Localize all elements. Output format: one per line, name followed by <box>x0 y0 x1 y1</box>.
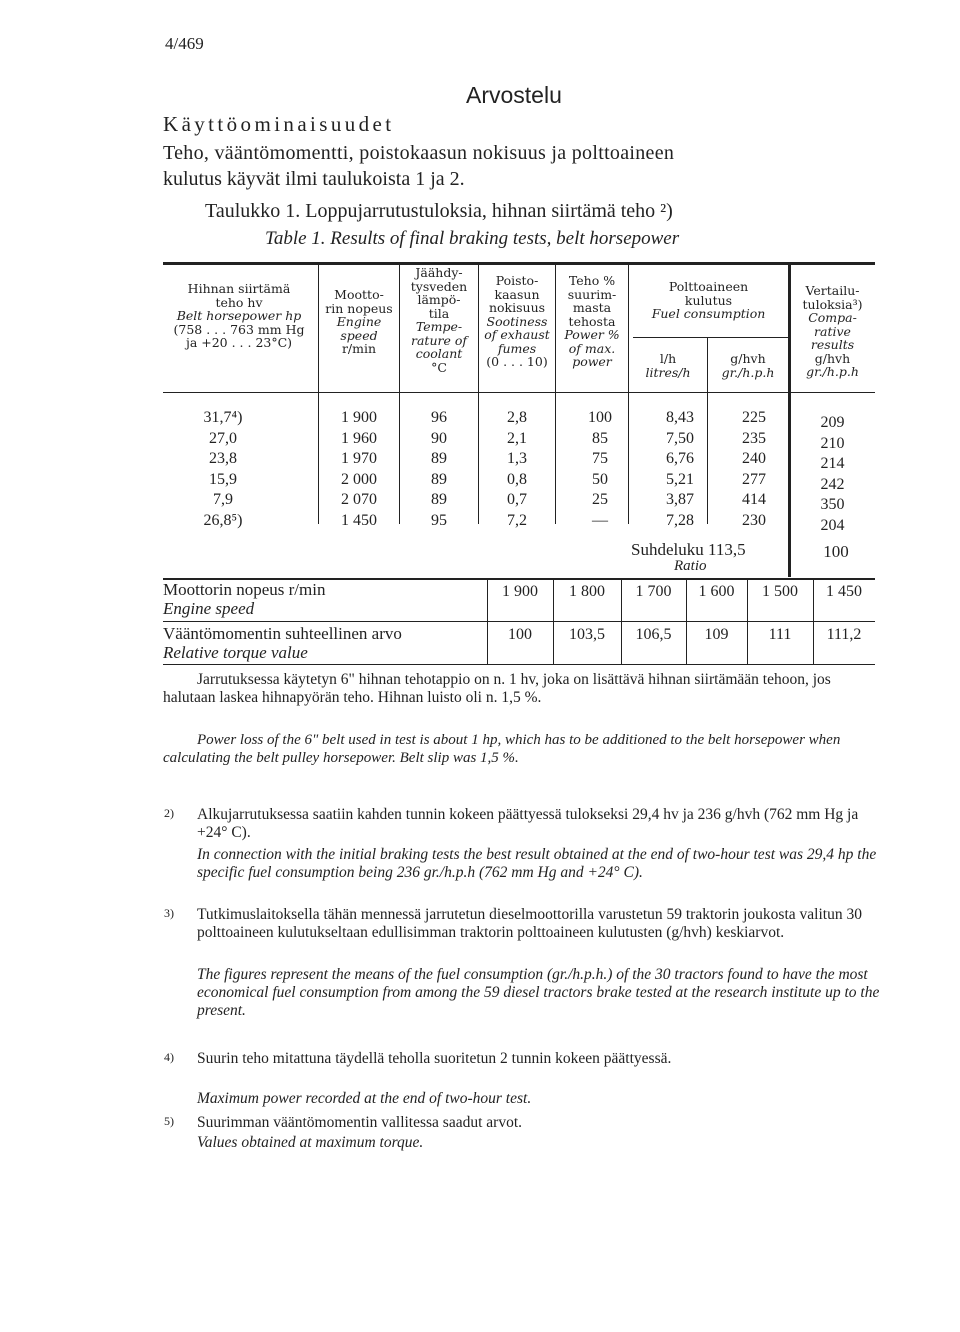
table-cell: 26,8⁵) <box>203 511 243 529</box>
table-cell: 109 <box>704 626 729 643</box>
table-cell: 85 <box>592 429 608 447</box>
column-fuel-specific <box>716 408 792 532</box>
header-text: rin nopeus <box>325 300 393 316</box>
table-cell: 96 <box>431 409 447 426</box>
table-cell: 23,8 <box>209 450 237 468</box>
table-cell: 214 <box>820 455 845 473</box>
row-label-english: Relative torque value <box>163 643 308 662</box>
header-text: Engine <box>336 314 382 329</box>
header-text: °C <box>431 359 447 375</box>
header-text: Hihnan siirtämä <box>187 281 291 296</box>
header-text: litres/h <box>645 364 691 380</box>
table-cell: 7,50 <box>666 429 694 447</box>
table-cell: 106,5 <box>635 626 672 643</box>
table-cell: 414 <box>742 491 766 509</box>
row-label-english: Engine speed <box>163 599 255 618</box>
header-text: suurim- <box>567 286 617 302</box>
table-cell: 27,0 <box>209 429 237 447</box>
header-text: gr./h.p.h <box>721 364 775 380</box>
table-cell: 2,1 <box>507 429 527 447</box>
table-caption-english: Table 1. Results of final braking tests, belt horsepower <box>265 228 680 249</box>
belt-loss-paragraph-english: Power loss of the 6" belt used in test is about 1 hp, which has to be additioned to the belt horsepower when calculating the belt pulley horsepower. Belt slip was 1,5 %. <box>163 732 841 766</box>
header-text: kaasun <box>494 286 540 302</box>
column-power-percent <box>556 408 644 532</box>
header-text: kulutus <box>684 292 733 308</box>
table-header-rule <box>163 392 875 393</box>
table-cell: 277 <box>742 470 766 488</box>
table-cell: 240 <box>742 450 766 468</box>
header-text: Compa- <box>808 310 857 325</box>
header-exhaust-sootiness <box>479 274 555 369</box>
table-cell: 31,7⁴) <box>203 409 243 426</box>
table-cell: 89 <box>431 450 447 468</box>
table-cell: 1 900 <box>341 409 377 426</box>
fuel-subheader-rule <box>633 337 788 338</box>
footnote-text: Alkujarrutuksessa saatiin kahden tunnin kokeen päättyessä tulokseksi 29,4 hv ja 236 g/hvh (762 mm Hg ja +24° C). <box>197 806 859 841</box>
header-text: coolant <box>415 346 463 361</box>
row-label: Moottorin nopeus r/min <box>163 580 326 599</box>
table-cell: 89 <box>431 470 447 488</box>
table-cell: 100 <box>588 409 612 426</box>
table-cell: 75 <box>592 450 608 468</box>
footnote-number: 4) <box>164 1050 174 1064</box>
header-text: Power % <box>564 327 620 342</box>
ratio-value: 100 <box>823 542 849 561</box>
footnote-text-english: Values obtained at maximum torque. <box>197 1134 424 1151</box>
table-cell: 242 <box>820 475 845 493</box>
table-caption: Taulukko 1. Loppujarrutustuloksia, hihnan siirtämä teho ²) <box>205 200 673 222</box>
table-top-rule <box>163 262 875 265</box>
header-text: tila <box>428 305 450 321</box>
header-text: tysveden <box>410 278 468 294</box>
table-cell: 3,87 <box>666 491 694 509</box>
header-text: Vertailu- <box>805 283 860 298</box>
header-text: g/hvh <box>730 351 766 366</box>
table-cell: 1 960 <box>341 429 377 447</box>
table-cell: 5,21 <box>666 470 694 488</box>
header-engine-speed <box>319 288 399 356</box>
table-cell: 6,76 <box>666 450 694 468</box>
table-cell: 1 450 <box>826 583 862 600</box>
table-cell: 7,2 <box>507 511 527 529</box>
table-cell: 1 450 <box>341 511 377 529</box>
column-comparative-results <box>790 413 875 537</box>
table-cell: 210 <box>820 434 845 452</box>
header-text: results <box>810 337 855 352</box>
header-text: tehosta <box>568 313 616 329</box>
header-text: l/h <box>659 351 677 366</box>
table-cell: 7,9 <box>213 491 233 509</box>
intro-line: kulutus käyvät ilmi taulukoista 1 ja 2. <box>163 168 465 190</box>
table-cell: 89 <box>431 491 447 509</box>
header-text: r/min <box>341 341 377 356</box>
table2-mid-rule <box>163 621 875 622</box>
table-cell: 1 600 <box>698 583 735 600</box>
table-cell: 100 <box>508 626 532 643</box>
header-text: of max. <box>568 340 616 356</box>
column-belt-horsepower <box>163 408 283 532</box>
header-power-percent <box>556 274 628 369</box>
header-text: fumes <box>497 340 537 356</box>
section-title: Käyttöominaisuudet <box>163 112 395 136</box>
ratio-label-english: Ratio <box>674 558 707 574</box>
header-text: Poisto- <box>495 273 539 288</box>
column-coolant-temperature <box>400 408 478 532</box>
header-coolant-temperature <box>400 266 478 374</box>
table-cell: 1 700 <box>635 583 672 600</box>
ratio-label: Suhdeluku 113,5 <box>631 540 746 559</box>
table-cell: 1 500 <box>762 583 798 600</box>
footnote-text-english: In connection with the initial braking tests the best result obtained at the end of two-hour test was 29,4 hp the specific fuel consumption being 236 gr./h.p.h (762 mm Hg and +24° C). <box>197 846 877 881</box>
table-cell: 350 <box>820 496 845 514</box>
header-text: Sootiness <box>486 313 548 329</box>
table-cell: 235 <box>742 429 766 447</box>
footnote-number: 2) <box>164 806 174 820</box>
footnote-text: Tutkimuslaitoksella tähän mennessä jarrutetun dieselmoottorilla varustetun 59 traktorin joukosta valitun 30 polttoaineen kulutukseltaan edullisimman traktorin polttoaineen kulutusten (g/hvh) keskiarvot. <box>197 906 862 941</box>
table2-bottom-rule <box>163 664 875 665</box>
header-belt-horsepower <box>163 282 315 350</box>
header-fuel-consumption <box>629 280 788 321</box>
header-text: nokisuus <box>488 300 546 315</box>
table-cell: 25 <box>592 491 608 509</box>
table-cell: — <box>592 511 608 529</box>
table-cell: 111 <box>768 626 792 643</box>
table-cell: 1,3 <box>507 450 527 468</box>
header-text: ja +20 . . . 23°C) <box>185 335 293 350</box>
table-cell: 1 970 <box>341 450 377 468</box>
header-text: power <box>572 354 612 369</box>
header-text: Mootto- <box>334 287 384 302</box>
table-cell: 111,2 <box>826 626 862 643</box>
header-text: lämpö- <box>417 292 461 307</box>
header-text: rature of <box>411 332 467 348</box>
column-fuel-litres <box>640 408 720 532</box>
header-text: g/hvh <box>814 350 851 366</box>
table-cell: 1 900 <box>502 583 538 600</box>
table-cell: 1 800 <box>569 583 605 600</box>
table-cell: 204 <box>820 516 845 534</box>
header-fuel-litres <box>629 352 707 379</box>
footnote-number: 5) <box>164 1114 174 1128</box>
header-text: Jäähdy- <box>415 265 463 280</box>
footnote-text: Suurin teho mitattuna täydellä teholla suoritetun 2 tunnin kokeen päättyessä. <box>197 1050 672 1067</box>
header-text: speed <box>340 327 378 343</box>
table-cell: 209 <box>820 414 845 431</box>
table-cell: 95 <box>431 511 447 529</box>
table-cell: 2,8 <box>507 409 527 426</box>
header-text: masta <box>572 300 612 315</box>
footnote-number: 3) <box>164 906 174 920</box>
page-number: 4/469 <box>165 34 204 53</box>
header-text: Tempe- <box>415 319 463 334</box>
belt-loss-paragraph: Jarrutuksessa käytetyn 6" hihnan tehotappio on n. 1 hv, joka on lisättävä hihnan siirtämään tehoon, jos halutaan laskea hihnapyörän teho. Hihnan luisto oli n. 1,5 %. <box>163 671 831 706</box>
table-cell: 2 070 <box>341 491 377 509</box>
header-text: Fuel consumption <box>651 306 766 321</box>
page-heading: Arvostelu <box>466 82 562 108</box>
table-cell: 50 <box>592 470 608 488</box>
table-cell: 225 <box>742 409 766 426</box>
header-text: gr./h.p.h <box>806 364 859 379</box>
column-exhaust-sootiness <box>479 408 555 532</box>
table-cell: 230 <box>742 511 766 529</box>
header-text: Belt horsepower hp <box>176 308 302 323</box>
table-cell: 0,8 <box>507 470 527 488</box>
column-engine-speed <box>319 408 399 532</box>
header-text: rative <box>814 323 851 339</box>
header-text: tuloksia³) <box>802 296 863 312</box>
table-cell: 2 000 <box>341 470 377 488</box>
header-text: (0 . . . 10) <box>486 354 548 369</box>
footnote-text: Suurimman vääntömomentin vallitessa saadut arvot. <box>197 1114 523 1131</box>
table-cell: 8,43 <box>666 409 694 426</box>
header-text: Polttoaineen <box>668 279 749 294</box>
table-cell: 103,5 <box>569 626 605 643</box>
intro-line: Teho, vääntömomentti, poistokaasun nokisuus ja polttoaineen <box>163 142 675 164</box>
table-cell: 90 <box>431 429 447 447</box>
table2-row-relative-torque <box>163 624 402 662</box>
table-cell: 7,28 <box>666 511 694 529</box>
header-text: of exhaust <box>484 327 550 342</box>
table-cell: 15,9 <box>209 470 237 488</box>
header-text: (758 . . . 763 mm Hg <box>173 321 305 337</box>
header-text: teho hv <box>215 294 263 310</box>
header-comparative-results <box>790 284 875 379</box>
header-text: Teho % <box>568 273 616 288</box>
intro-paragraph <box>163 140 883 192</box>
table2-row-engine-speed <box>163 580 325 618</box>
footnote-text-english: The figures represent the means of the fuel consumption (gr./h.p.h.) of the 30 tractors found to have the most economical fuel consumption from among the 59 diesel tractors brake tested at the research institute up to the present. <box>197 966 880 1019</box>
table-cell: 0,7 <box>507 491 527 509</box>
footnote-text-english: Maximum power recorded at the end of two-hour test. <box>197 1090 532 1107</box>
row-label: Vääntömomentin suhteellinen arvo <box>163 624 402 643</box>
header-fuel-specific <box>708 352 788 379</box>
